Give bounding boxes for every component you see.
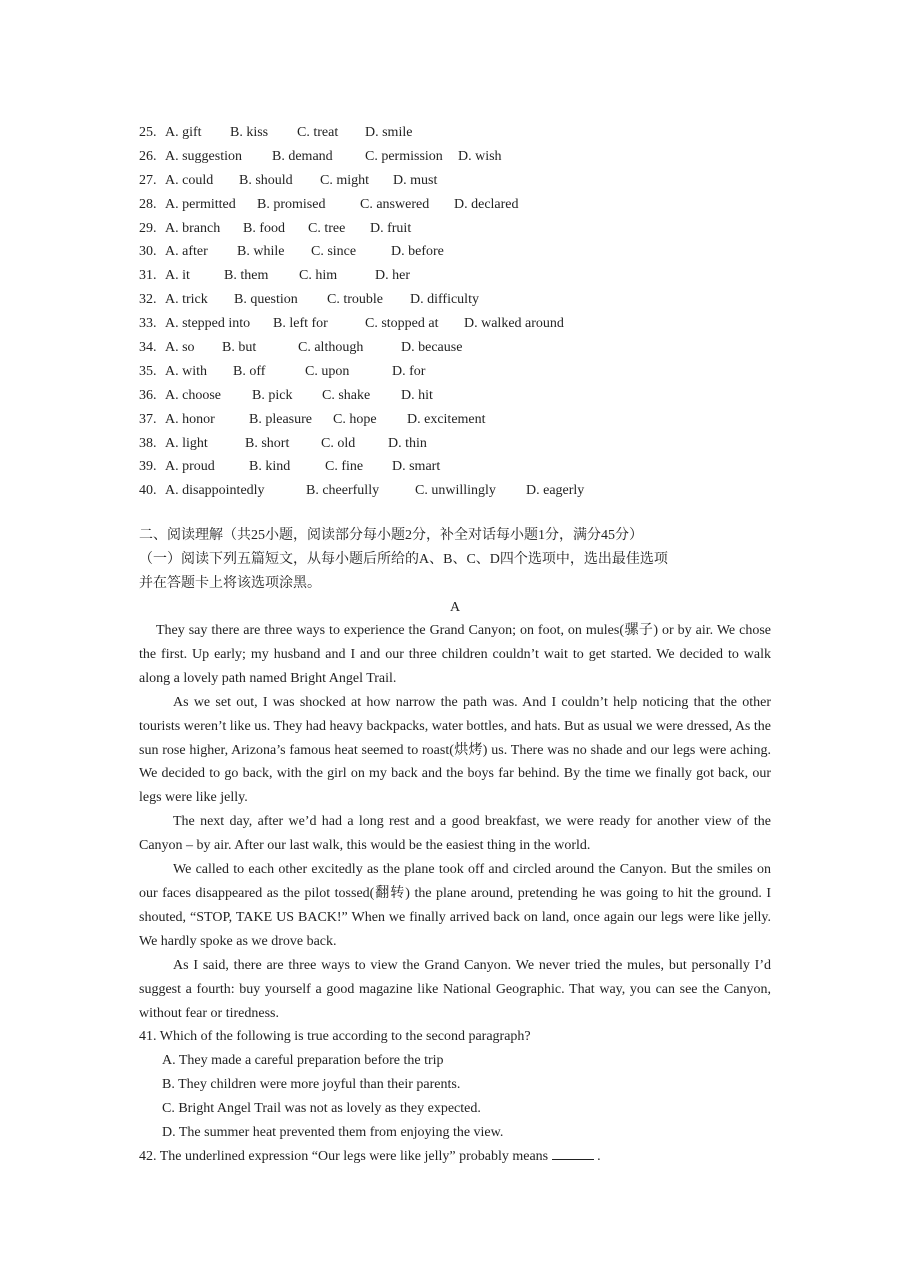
question-number: 25. [139, 125, 157, 140]
cloze-option-row [139, 264, 779, 288]
answer-blank [552, 1147, 594, 1160]
cloze-option-row [139, 217, 779, 241]
option-c: C. answered [360, 196, 430, 212]
option-a: A. branch [165, 220, 221, 236]
option-a: A. honor [165, 411, 215, 427]
option-b: B. left for [273, 316, 328, 332]
option-d: D. thin [388, 435, 427, 451]
option-a: A. disappointedly [165, 483, 265, 499]
cloze-option-row [139, 169, 779, 193]
option-a: A. suggestion [165, 148, 242, 164]
cloze-option-row [139, 312, 779, 336]
option-a: A. so [165, 340, 195, 356]
option-d: D. difficulty [410, 292, 479, 308]
option-a: A. with [165, 363, 207, 379]
option-b: B. demand [272, 148, 333, 164]
option-c: C. trouble [327, 292, 383, 308]
option-a: A. gift [165, 125, 202, 140]
passage-paragraph: They say there are three ways to experience the Grand Canyon; on foot, on mules(骡子) or by air. We chose the first. Up early; my husband and I and our three children couldn’t wait to get started. We decided to walk along a lovely path named Bright Angel Trail. [139, 623, 771, 686]
cloze-option-row [139, 360, 779, 384]
passage-paragraph: As we set out, I was shocked at how narrow the path was. And I couldn’t help noticing that the other tourists weren’t like us. They had heavy backpacks, water bottles, and hats. But as usual we were dressed, As the sun rose higher, Arizona’s famous heat seemed to roast(烘烤) us. There was no shade and our legs were aching. We decided to go back, with the girl on my back and the boys far behind. By the time we finally got back, our legs were like jelly. [139, 694, 771, 806]
cloze-option-row [139, 288, 779, 312]
option-b: B. should [239, 172, 293, 188]
question-42-text: 42. The underlined expression “Our legs were like jelly” probably means [139, 1149, 549, 1164]
question-42-end: . [597, 1149, 601, 1164]
cloze-option-row [139, 121, 779, 145]
option-c: C. treat [297, 125, 339, 140]
cloze-option-row [139, 479, 779, 503]
question-number: 29. [139, 220, 157, 236]
passage-label: A [449, 600, 461, 615]
option-c: C. upon [305, 363, 350, 379]
option-c: C. him [299, 268, 338, 284]
cloze-options-list [139, 121, 779, 503]
question-number: 40. [139, 483, 157, 499]
question-number: 34. [139, 340, 157, 356]
option-b: B. them [224, 268, 269, 284]
option-d: D. fruit [370, 220, 412, 236]
question-41-choice-c: C. Bright Angel Trail was not as lovely as they expected. [162, 1101, 481, 1116]
option-b: B. promised [257, 196, 326, 212]
option-b: B. off [233, 363, 266, 379]
option-d: D. smart [392, 459, 441, 475]
option-b: B. short [245, 435, 290, 451]
cloze-option-row [139, 432, 779, 456]
question-number: 30. [139, 244, 157, 260]
passage-body [139, 619, 771, 1025]
question-number: 32. [139, 292, 157, 308]
cloze-option-row [139, 193, 779, 217]
question-42-stem [139, 1145, 771, 1169]
question-number: 36. [139, 387, 157, 403]
question-number: 26. [139, 148, 157, 164]
option-c: C. tree [308, 220, 346, 236]
cloze-option-row [139, 408, 779, 432]
option-b: B. kiss [230, 125, 269, 140]
option-a: A. light [165, 435, 208, 451]
cloze-option-row [139, 336, 779, 360]
option-b: B. kind [249, 459, 291, 475]
option-b: B. pleasure [249, 411, 312, 427]
option-d: D. hit [401, 387, 433, 403]
option-d: D. because [401, 340, 463, 356]
option-d: D. smile [365, 125, 413, 140]
question-number: 37. [139, 411, 157, 427]
option-b: B. while [237, 244, 285, 260]
question-41-choice-d: D. The summer heat prevented them from enjoying the view. [162, 1125, 504, 1140]
option-b: B. food [243, 220, 285, 236]
cloze-option-row [139, 455, 779, 479]
option-c: C. although [298, 340, 364, 356]
option-a: A. stepped into [165, 316, 251, 332]
option-b: B. question [234, 292, 298, 308]
option-d: D. wish [458, 148, 502, 164]
question-number: 39. [139, 459, 157, 475]
question-41-choice-b: B. They children were more joyful than their parents. [162, 1077, 461, 1092]
passage-paragraph: As I said, there are three ways to view the Grand Canyon. We never tried the mules, but personally I’d suggest a fourth: buy yourself a good magazine like National Geographic. That way, you can see the Canyon, without fear or tiredness. [139, 957, 771, 1021]
option-c: C. old [321, 435, 356, 451]
option-c: C. fine [325, 459, 364, 475]
option-a: A. permitted [165, 196, 236, 212]
question-number: 33. [139, 316, 157, 332]
question-41-choice-a: A. They made a careful preparation before the trip [162, 1053, 444, 1068]
option-d: D. before [391, 244, 444, 260]
question-number: 27. [139, 172, 157, 188]
option-c: C. shake [322, 387, 371, 403]
option-a: A. trick [165, 292, 208, 308]
option-c: C. hope [333, 411, 377, 427]
option-d: D. for [392, 363, 426, 379]
option-c: C. permission [365, 148, 443, 164]
option-c: C. stopped at [365, 316, 439, 332]
option-b: B. but [222, 340, 257, 356]
passage-paragraph: The next day, after we’d had a long rest and a good breakfast, we were ready for another view of the Canyon – by air. After our last walk, this would be the easiest thing in the world. [139, 814, 771, 854]
question-number: 31. [139, 268, 157, 284]
question-number: 38. [139, 435, 157, 451]
option-a: A. it [165, 268, 190, 284]
passage-paragraph: We called to each other excitedly as the plane took off and circled around the Canyon. But the smiles on our faces disappeared as the pilot tossed(翻转) the plane around, pretending he was going to hit the ground. I shouted, “STOP, TAKE US BACK!” When we finally arrived back on land, once again our legs were like jelly. We hardly spoke as we drove back. [139, 862, 771, 949]
option-d: D. excitement [407, 411, 486, 427]
section-instruction-line1: （一）阅读下列五篇短文，从每小题后所给的A、B、C、D四个选项中，选出最佳选项 [139, 552, 668, 567]
option-d: D. declared [454, 196, 519, 212]
option-d: D. eagerly [526, 483, 585, 499]
option-b: B. pick [252, 387, 293, 403]
question-number: 35. [139, 363, 157, 379]
option-d: D. must [393, 172, 438, 188]
option-d: D. her [375, 268, 410, 284]
cloze-option-row [139, 240, 779, 264]
option-a: A. choose [165, 387, 221, 403]
section-heading: 二、阅读理解（共25小题，阅读部分每小题2分，补全对话每小题1分，满分45分） [139, 528, 643, 543]
question-41-stem: 41. Which of the following is true according to the second paragraph? [139, 1029, 531, 1044]
section-instruction-line2: 并在答题卡上将该选项涂黑。 [139, 576, 321, 591]
cloze-option-row [139, 145, 779, 169]
option-c: C. might [320, 172, 370, 188]
cloze-option-row [139, 384, 779, 408]
option-a: A. proud [165, 459, 215, 475]
option-d: D. walked around [464, 316, 564, 332]
option-c: C. since [311, 244, 357, 260]
option-a: A. after [165, 244, 208, 260]
option-b: B. cheerfully [306, 483, 380, 499]
option-a: A. could [165, 172, 214, 188]
option-c: C. unwillingly [415, 483, 496, 499]
question-number: 28. [139, 196, 157, 212]
